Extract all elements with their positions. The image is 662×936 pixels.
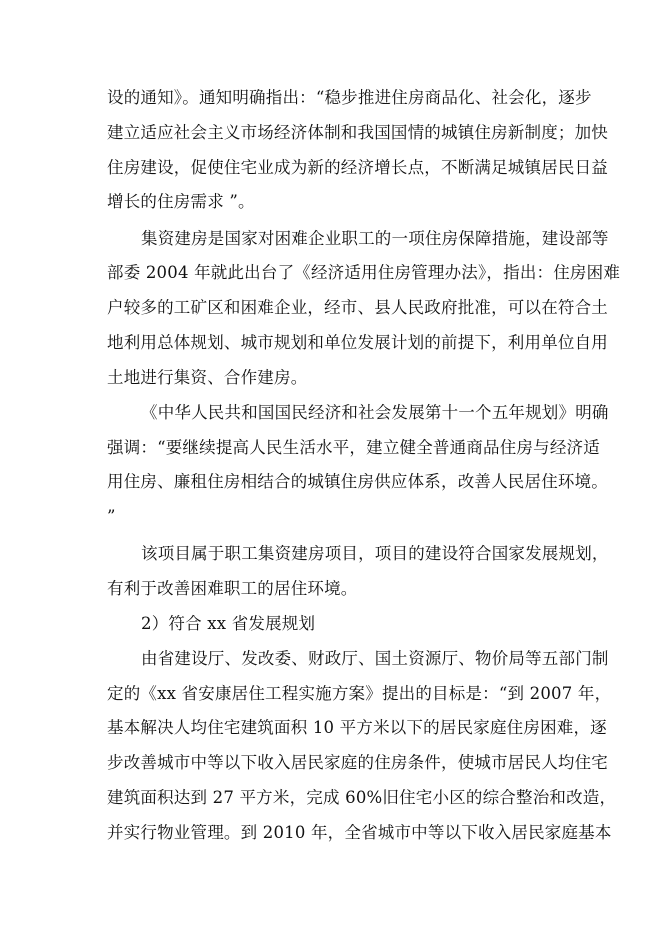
text-line-1: 设的通知》。通知明确指出：“稳步推进住房商品化、社会化，逐步 bbox=[107, 88, 592, 107]
text-line-13: ” bbox=[107, 507, 116, 526]
section-heading: 2）符合 xx 省发展规划 bbox=[141, 614, 316, 633]
text-line-8: 地利用总体规划、城市规划和单位发展计划的前提下，利用单位自用 bbox=[107, 333, 608, 352]
text-line-20: 步改善城市中等以下收入居民家庭的住房条件，使城市居民人均住宅 bbox=[107, 753, 608, 772]
text-line-6: 部委 2004 年就此出台了《经济适用住房管理办法》，指出：住房困难 bbox=[107, 263, 621, 282]
text-line-11: 强调：“要继续提高人民生活水平，建立健全普通商品住房与经济适 bbox=[107, 438, 600, 457]
text-line-10: 《中华人民共和国国民经济和社会发展第十一个五年规划》明确 bbox=[141, 403, 609, 422]
text-line-5: 集资建房是国家对困难企业职工的一项住房保障措施，建设部等 bbox=[141, 229, 609, 248]
text-line-4: 增长的住房需求 ”。 bbox=[107, 192, 255, 211]
text-line-18: 定的《xx 省安康居住工程实施方案》提出的目标是：“到 2007 年， bbox=[107, 684, 612, 703]
text-line-19: 基本解决人均住宅建筑面积 10 平方米以下的居民家庭住房困难，逐 bbox=[107, 718, 607, 737]
text-line-22: 并实行物业管理。到 2010 年，全省城市中等以下收入居民家庭基本 bbox=[107, 823, 612, 842]
text-line-15: 有利于改善困难职工的居住环境。 bbox=[107, 579, 358, 598]
text-line-14: 该项目属于职工集资建房项目，项目的建设符合国家发展规划， bbox=[141, 544, 609, 563]
text-line-21: 建筑面积达到 27 平方米，完成 60%旧住宅小区的综合整治和改造， bbox=[107, 788, 617, 807]
text-line-2: 建立适应社会主义市场经济体制和我国国情的城镇住房新制度；加快 bbox=[107, 123, 608, 142]
text-line-9: 土地进行集资、合作建房。 bbox=[107, 368, 308, 387]
text-line-12: 用住房、廉租住房相结合的城镇住房供应体系，改善人民居住环境。 bbox=[107, 472, 608, 491]
text-line-3: 住房建设，促使住宅业成为新的经济增长点，不断满足城镇居民日益 bbox=[107, 158, 608, 177]
text-line-7: 户较多的工矿区和困难企业，经市、县人民政府批准，可以在符合土 bbox=[107, 298, 608, 317]
text-line-17: 由省建设厅、发改委、财政厅、国土资源厅、物价局等五部门制 bbox=[141, 649, 609, 668]
